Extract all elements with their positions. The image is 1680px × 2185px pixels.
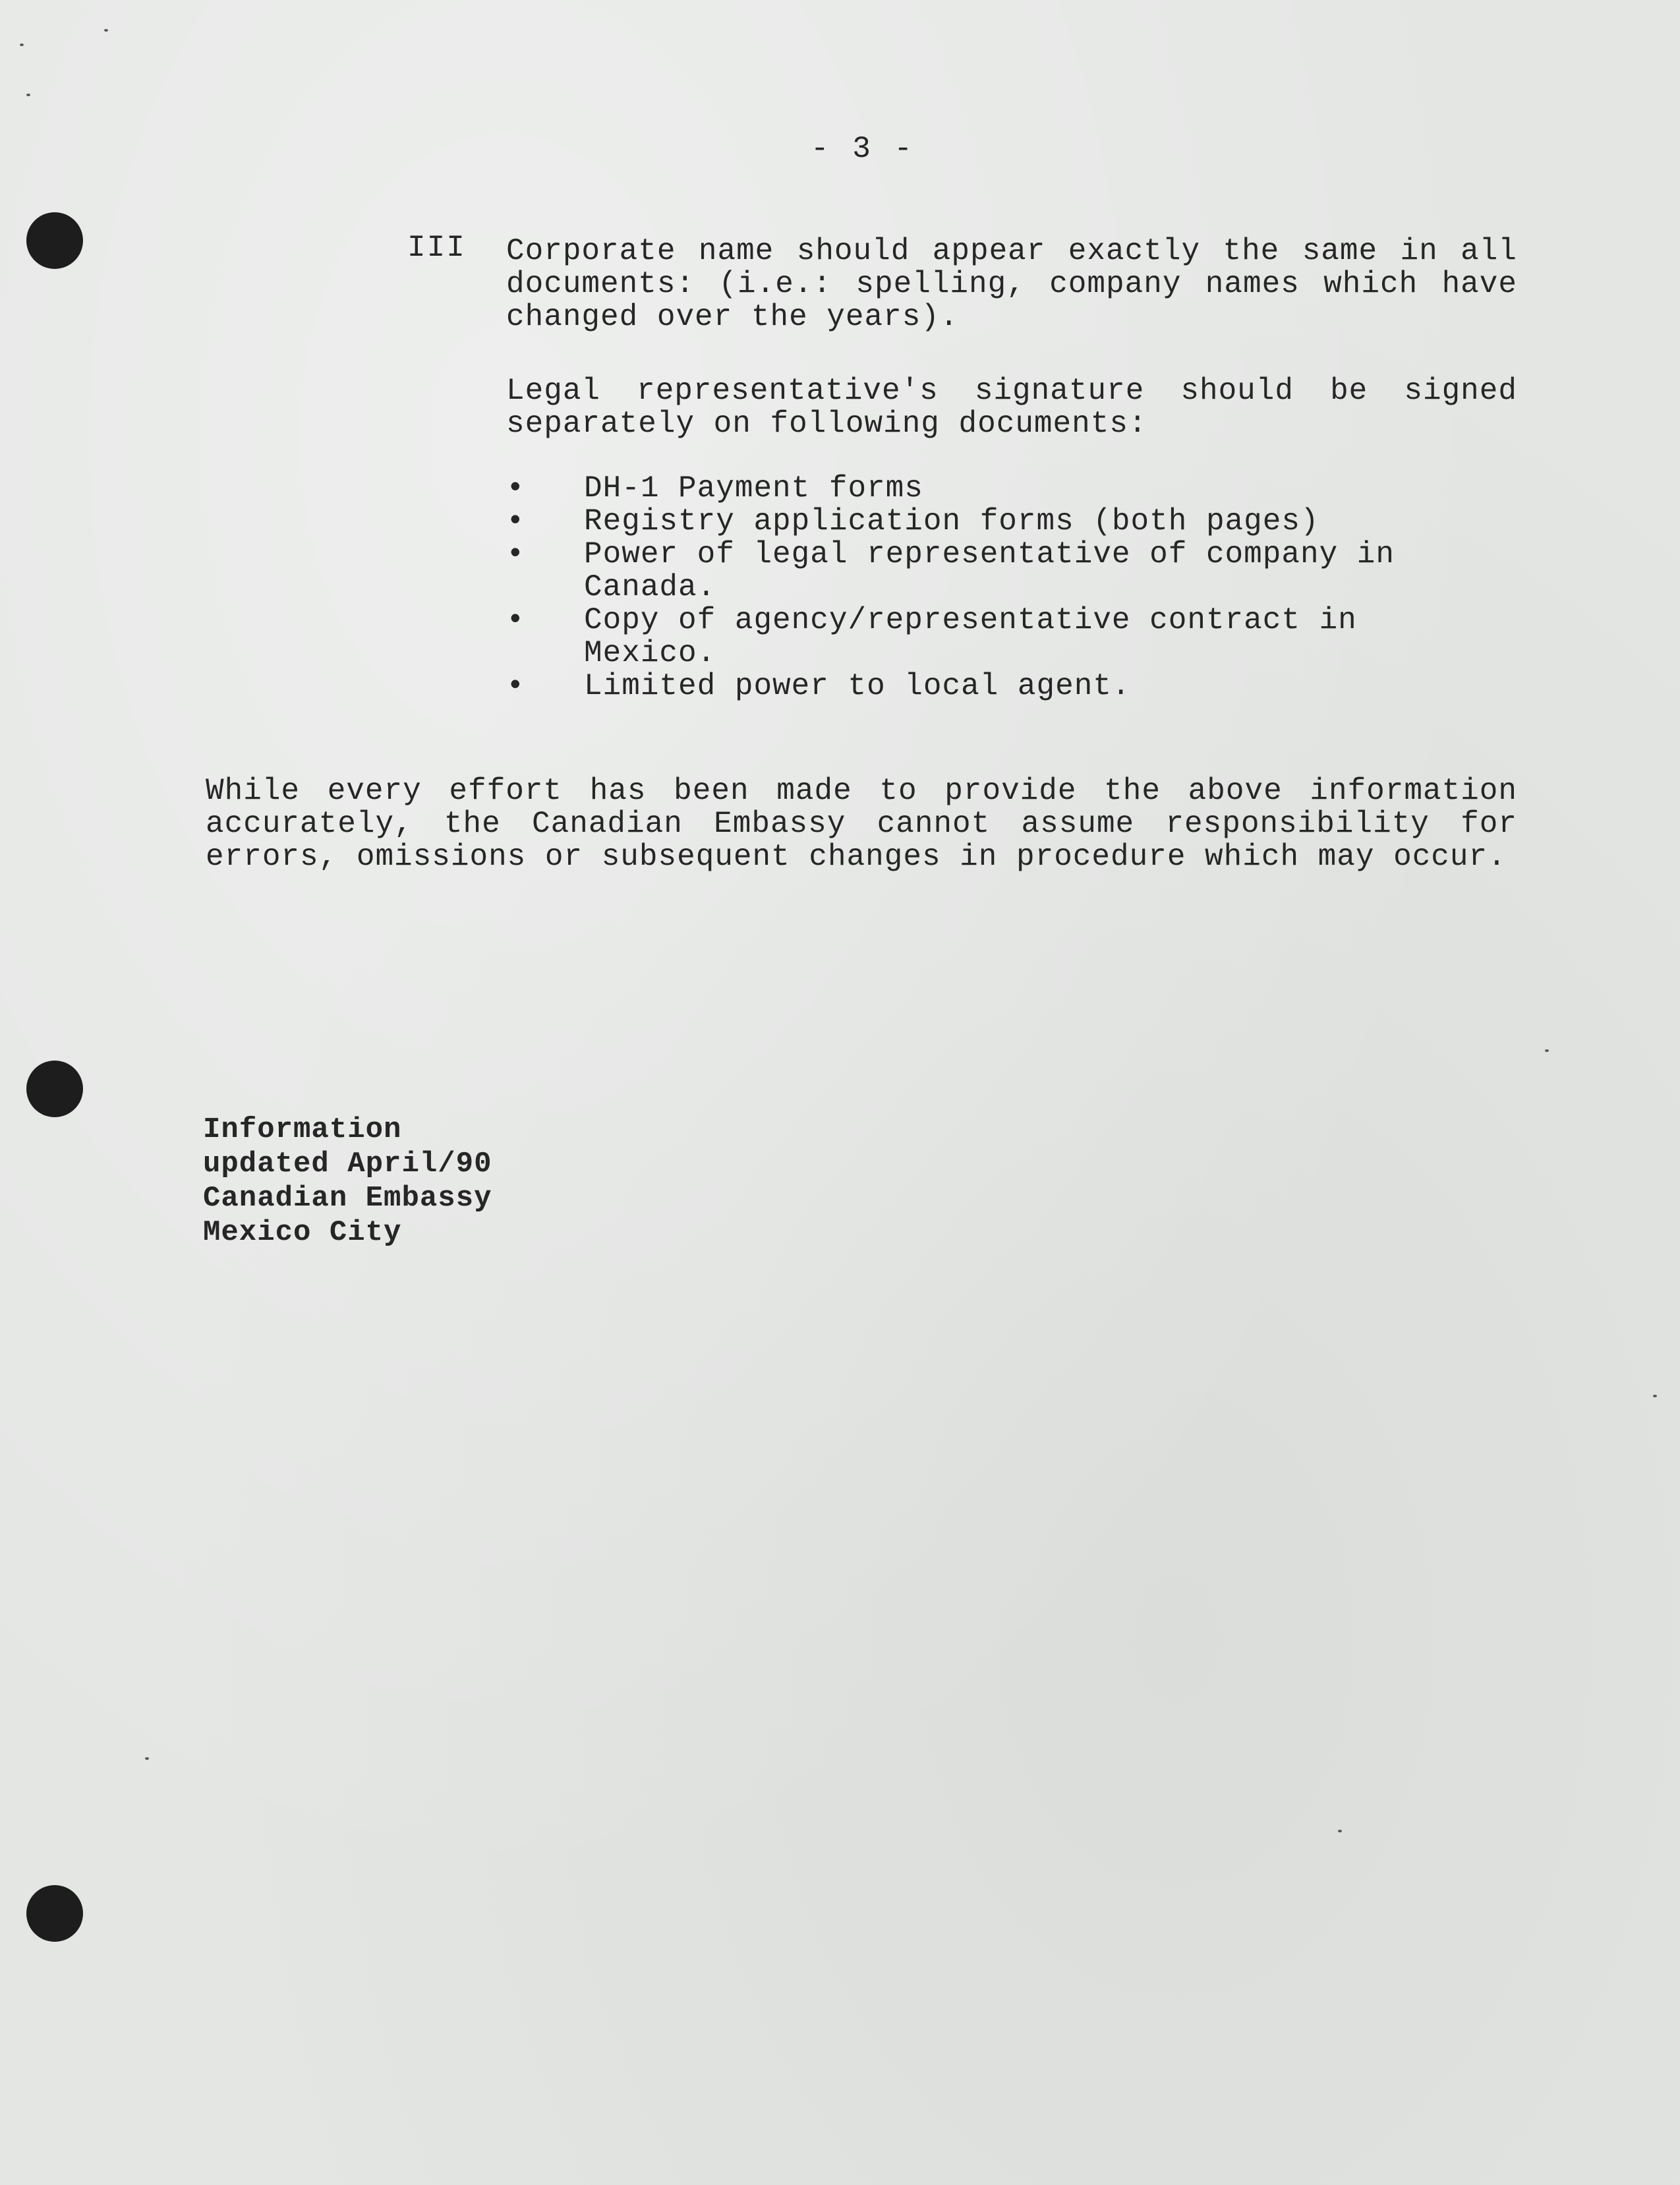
list-item-text: Copy of agency/representative contract in Mexico. <box>584 603 1357 670</box>
paper-speck <box>20 44 24 46</box>
list-item-text: Power of legal representative of company in Canada. <box>584 537 1395 604</box>
punch-hole-bottom <box>26 1885 83 1942</box>
paper-speck <box>1545 1049 1549 1052</box>
list-item <box>506 604 1482 670</box>
list-item-text: DH-1 Payment forms <box>584 471 923 506</box>
paper-speck <box>1653 1395 1657 1397</box>
list-item <box>506 670 1482 703</box>
section-numeral: III <box>407 231 466 265</box>
list-item-text: Registry application forms (both pages) <box>584 504 1319 539</box>
disclaimer-paragraph: While every effort has been made to provide the above information accurately, the Canadian Embassy cannot assume responsibility for errors, omissions or subsequent changes in procedure which may occur. <box>206 774 1517 874</box>
bullet-icon: • <box>506 504 525 539</box>
footer-line-information: Information <box>203 1113 402 1146</box>
bullet-icon: • <box>506 471 525 506</box>
signature-requirement-paragraph: Legal representative's signature should be signed separately on following documents: <box>506 374 1517 441</box>
list-item <box>506 538 1482 604</box>
footer-line-embassy: Canadian Embassy <box>203 1182 492 1215</box>
bullet-icon: • <box>506 669 525 703</box>
required-documents-list <box>506 472 1482 703</box>
paper-speck <box>104 29 108 32</box>
footer-line-city: Mexico City <box>203 1216 402 1249</box>
information-footer <box>203 1113 492 1250</box>
punch-hole-middle <box>26 1061 83 1117</box>
footer-line-updated: updated April/90 <box>203 1148 492 1180</box>
paper-speck <box>145 1757 149 1760</box>
page-number: - 3 - <box>811 132 915 166</box>
list-item <box>506 505 1482 538</box>
corporate-name-paragraph: Corporate name should appear exactly the same in all documents: (i.e.: spelling, company names which have changed over the years). <box>506 234 1517 334</box>
punch-hole-top <box>26 212 83 269</box>
bullet-icon: • <box>506 603 525 637</box>
list-item-text: Limited power to local agent. <box>584 669 1131 703</box>
paper-speck <box>1338 1830 1342 1832</box>
list-item <box>506 472 1482 505</box>
bullet-icon: • <box>506 537 525 571</box>
paper-speck <box>26 94 30 96</box>
